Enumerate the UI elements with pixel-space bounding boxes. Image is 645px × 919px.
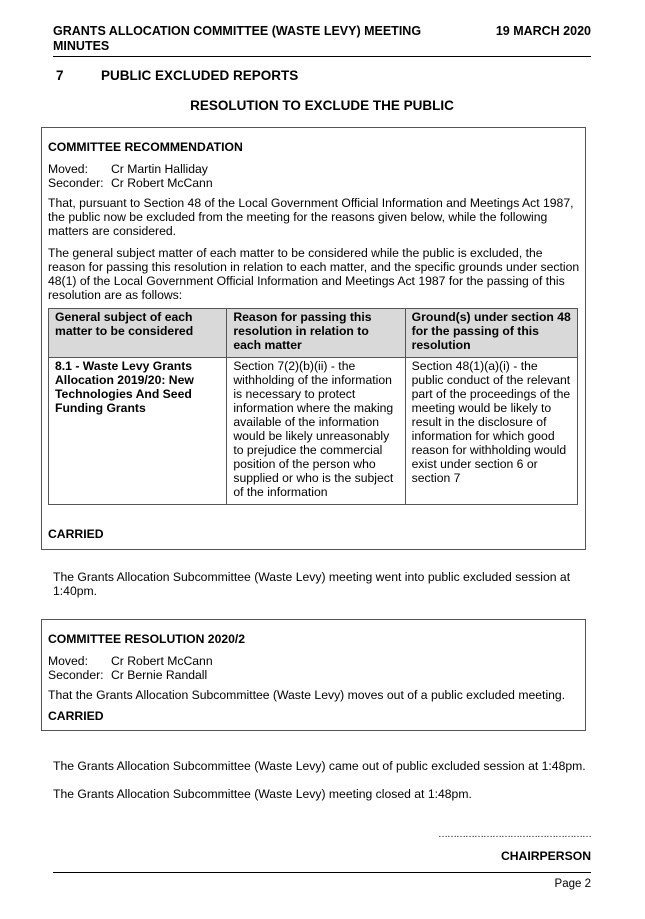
resolution-moved	[48, 654, 213, 668]
note-public-excluded-start: The Grants Allocation Subcommittee (Waste Levy) meeting went into public excluded session at 1:40pm.	[53, 570, 571, 598]
recommendation-moved	[48, 162, 208, 176]
recommendation-carried: CARRIED	[48, 527, 104, 541]
note-meeting-closed: The Grants Allocation Subcommittee (Waste Levy) meeting closed at 1:48pm.	[53, 787, 472, 801]
table-header-row	[49, 309, 578, 358]
recommendation-para-2: The general subject matter of each matter to be considered while the public is excluded, the reason for passing this resolution in relation to each matter, and the specific grounds under section 48(1) of the Local Government Official Information and Meetings Act 1987 for the passing of this resolution are as follows:	[48, 246, 580, 302]
note-public-excluded-end: The Grants Allocation Subcommittee (Waste Levy) came out of public excluded session at 1:48pm.	[53, 759, 586, 773]
moved-name: Cr Martin Halliday	[111, 162, 208, 176]
recommendation-para-1: That, pursuant to Section 48 of the Local Government Official Information and Meetings Act 1987, the public now be excluded from the meeting for the reasons given below, while the following matters are considered.	[48, 196, 574, 238]
table-header-cell: Reason for passing this resolution in relation to each matter	[227, 309, 405, 358]
section-title: PUBLIC EXCLUDED REPORTS	[101, 68, 299, 83]
resolution-seconder	[48, 668, 207, 682]
seconder-name: Cr Bernie Randall	[111, 668, 208, 682]
header-title: GRANTS ALLOCATION COMMITTEE (WASTE LEVY) MEETING MINUTES	[53, 24, 422, 53]
moved-label: Moved:	[48, 654, 88, 668]
table-cell-subject: 8.1 - Waste Levy Grants Allocation 2019/20: New Technologies And Seed Funding Grants	[49, 358, 227, 505]
resolution-heading: COMMITTEE RESOLUTION 2020/2	[48, 632, 246, 646]
footer-rule	[53, 872, 591, 873]
table-header-cell: Ground(s) under section 48 for the passing of this resolution	[405, 309, 577, 358]
seconder-name: Cr Robert McCann	[111, 176, 213, 190]
resolution-carried: CARRIED	[48, 709, 104, 723]
seconder-label: Seconder:	[48, 176, 104, 190]
section-number: 7	[56, 68, 64, 83]
table-cell-reason: Section 7(2)(b)(ii) - the withholding of the information is necessary to protect information where the making available of the information would be likely unreasonably to prejudice the commercial position of the person who supplied or who is the subject of the information	[227, 358, 405, 505]
chairperson-label: CHAIRPERSON	[500, 849, 591, 863]
page-number: Page 2	[554, 878, 591, 890]
exclusion-table	[48, 308, 578, 505]
resolution-title: RESOLUTION TO EXCLUDE THE PUBLIC	[190, 98, 454, 113]
recommendation-seconder	[48, 176, 213, 190]
seconder-label: Seconder:	[48, 668, 104, 682]
moved-label: Moved:	[48, 162, 88, 176]
moved-name: Cr Robert McCann	[111, 654, 213, 668]
table-cell-grounds: Section 48(1)(a)(i) - the public conduct of the relevant part of the proceedings of the meeting would be likely to result in the disclosure of information for which good reason for withholding would exist under section 6 or section 7	[405, 358, 577, 505]
header-date: 19 MARCH 2020	[495, 24, 591, 38]
header-rule	[53, 56, 591, 57]
recommendation-heading: COMMITTEE RECOMMENDATION	[48, 140, 243, 154]
table-row	[49, 358, 578, 505]
table-header-cell: General subject of each matter to be considered	[49, 309, 227, 358]
signature-line: ……………………………………………	[438, 829, 591, 840]
resolution-text: That the Grants Allocation Subcommittee (Waste Levy) moves out of a public excluded meeting.	[48, 688, 566, 702]
